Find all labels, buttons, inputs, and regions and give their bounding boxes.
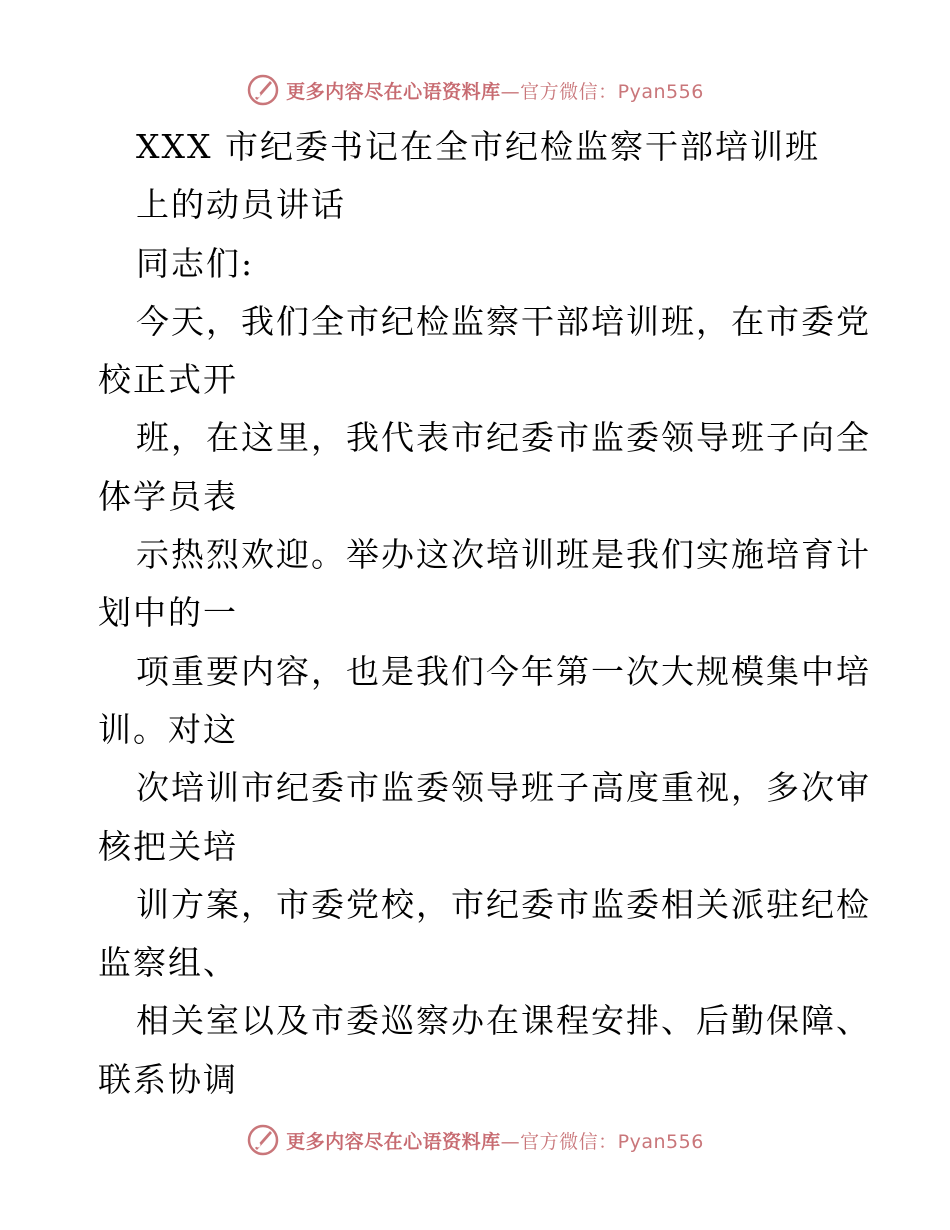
title-line-2: 上的动员讲话 (136, 185, 346, 225)
body-line: 体学员表 (98, 476, 238, 516)
banner-text-rest: —官方微信：Pyan556 (500, 80, 704, 103)
body-line: 训。对这 (98, 709, 238, 749)
body-line: 联系协调 (98, 1059, 238, 1099)
quill-circle-logo (246, 73, 280, 107)
body-line: 示热烈欢迎。举办这次培训班是我们实施培育计 (136, 535, 871, 575)
banner-text-rest: —官方微信：Pyan556 (500, 1130, 704, 1153)
quill-circle-logo (246, 1123, 280, 1157)
body-line: 次培训市纪委市监委领导班子高度重视，多次审 (136, 768, 871, 808)
title-line-1: XXX 市纪委书记在全市纪检监察干部培训班 (136, 127, 820, 166)
banner-text (286, 77, 704, 104)
body-line: 相关室以及市委巡察办在课程安排、后勤保障、 (136, 1001, 871, 1041)
body-line: 划中的一 (98, 593, 238, 633)
document-body (98, 118, 871, 1109)
banner-text (286, 1127, 704, 1154)
body-line: 项重要内容，也是我们今年第一次大规模集中培 (136, 651, 871, 691)
body-line: 监察组、 (98, 943, 238, 983)
body-line: 核把关培 (98, 826, 238, 866)
body-line: 班，在这里，我代表市纪委市监委领导班子向全 (136, 418, 871, 458)
banner-text-main: 更多内容尽在心语资料库 (286, 80, 501, 103)
banner-text-main: 更多内容尽在心语资料库 (286, 1130, 501, 1153)
salutation: 同志们: (136, 243, 255, 283)
body-line: 校正式开 (98, 360, 238, 400)
body-line: 训方案，市委党校，市纪委市监委相关派驻纪检 (136, 884, 871, 924)
header-banner (0, 70, 950, 110)
body-line: 今天，我们全市纪检监察干部培训班，在市委党 (136, 301, 871, 341)
footer-banner (0, 1120, 950, 1160)
